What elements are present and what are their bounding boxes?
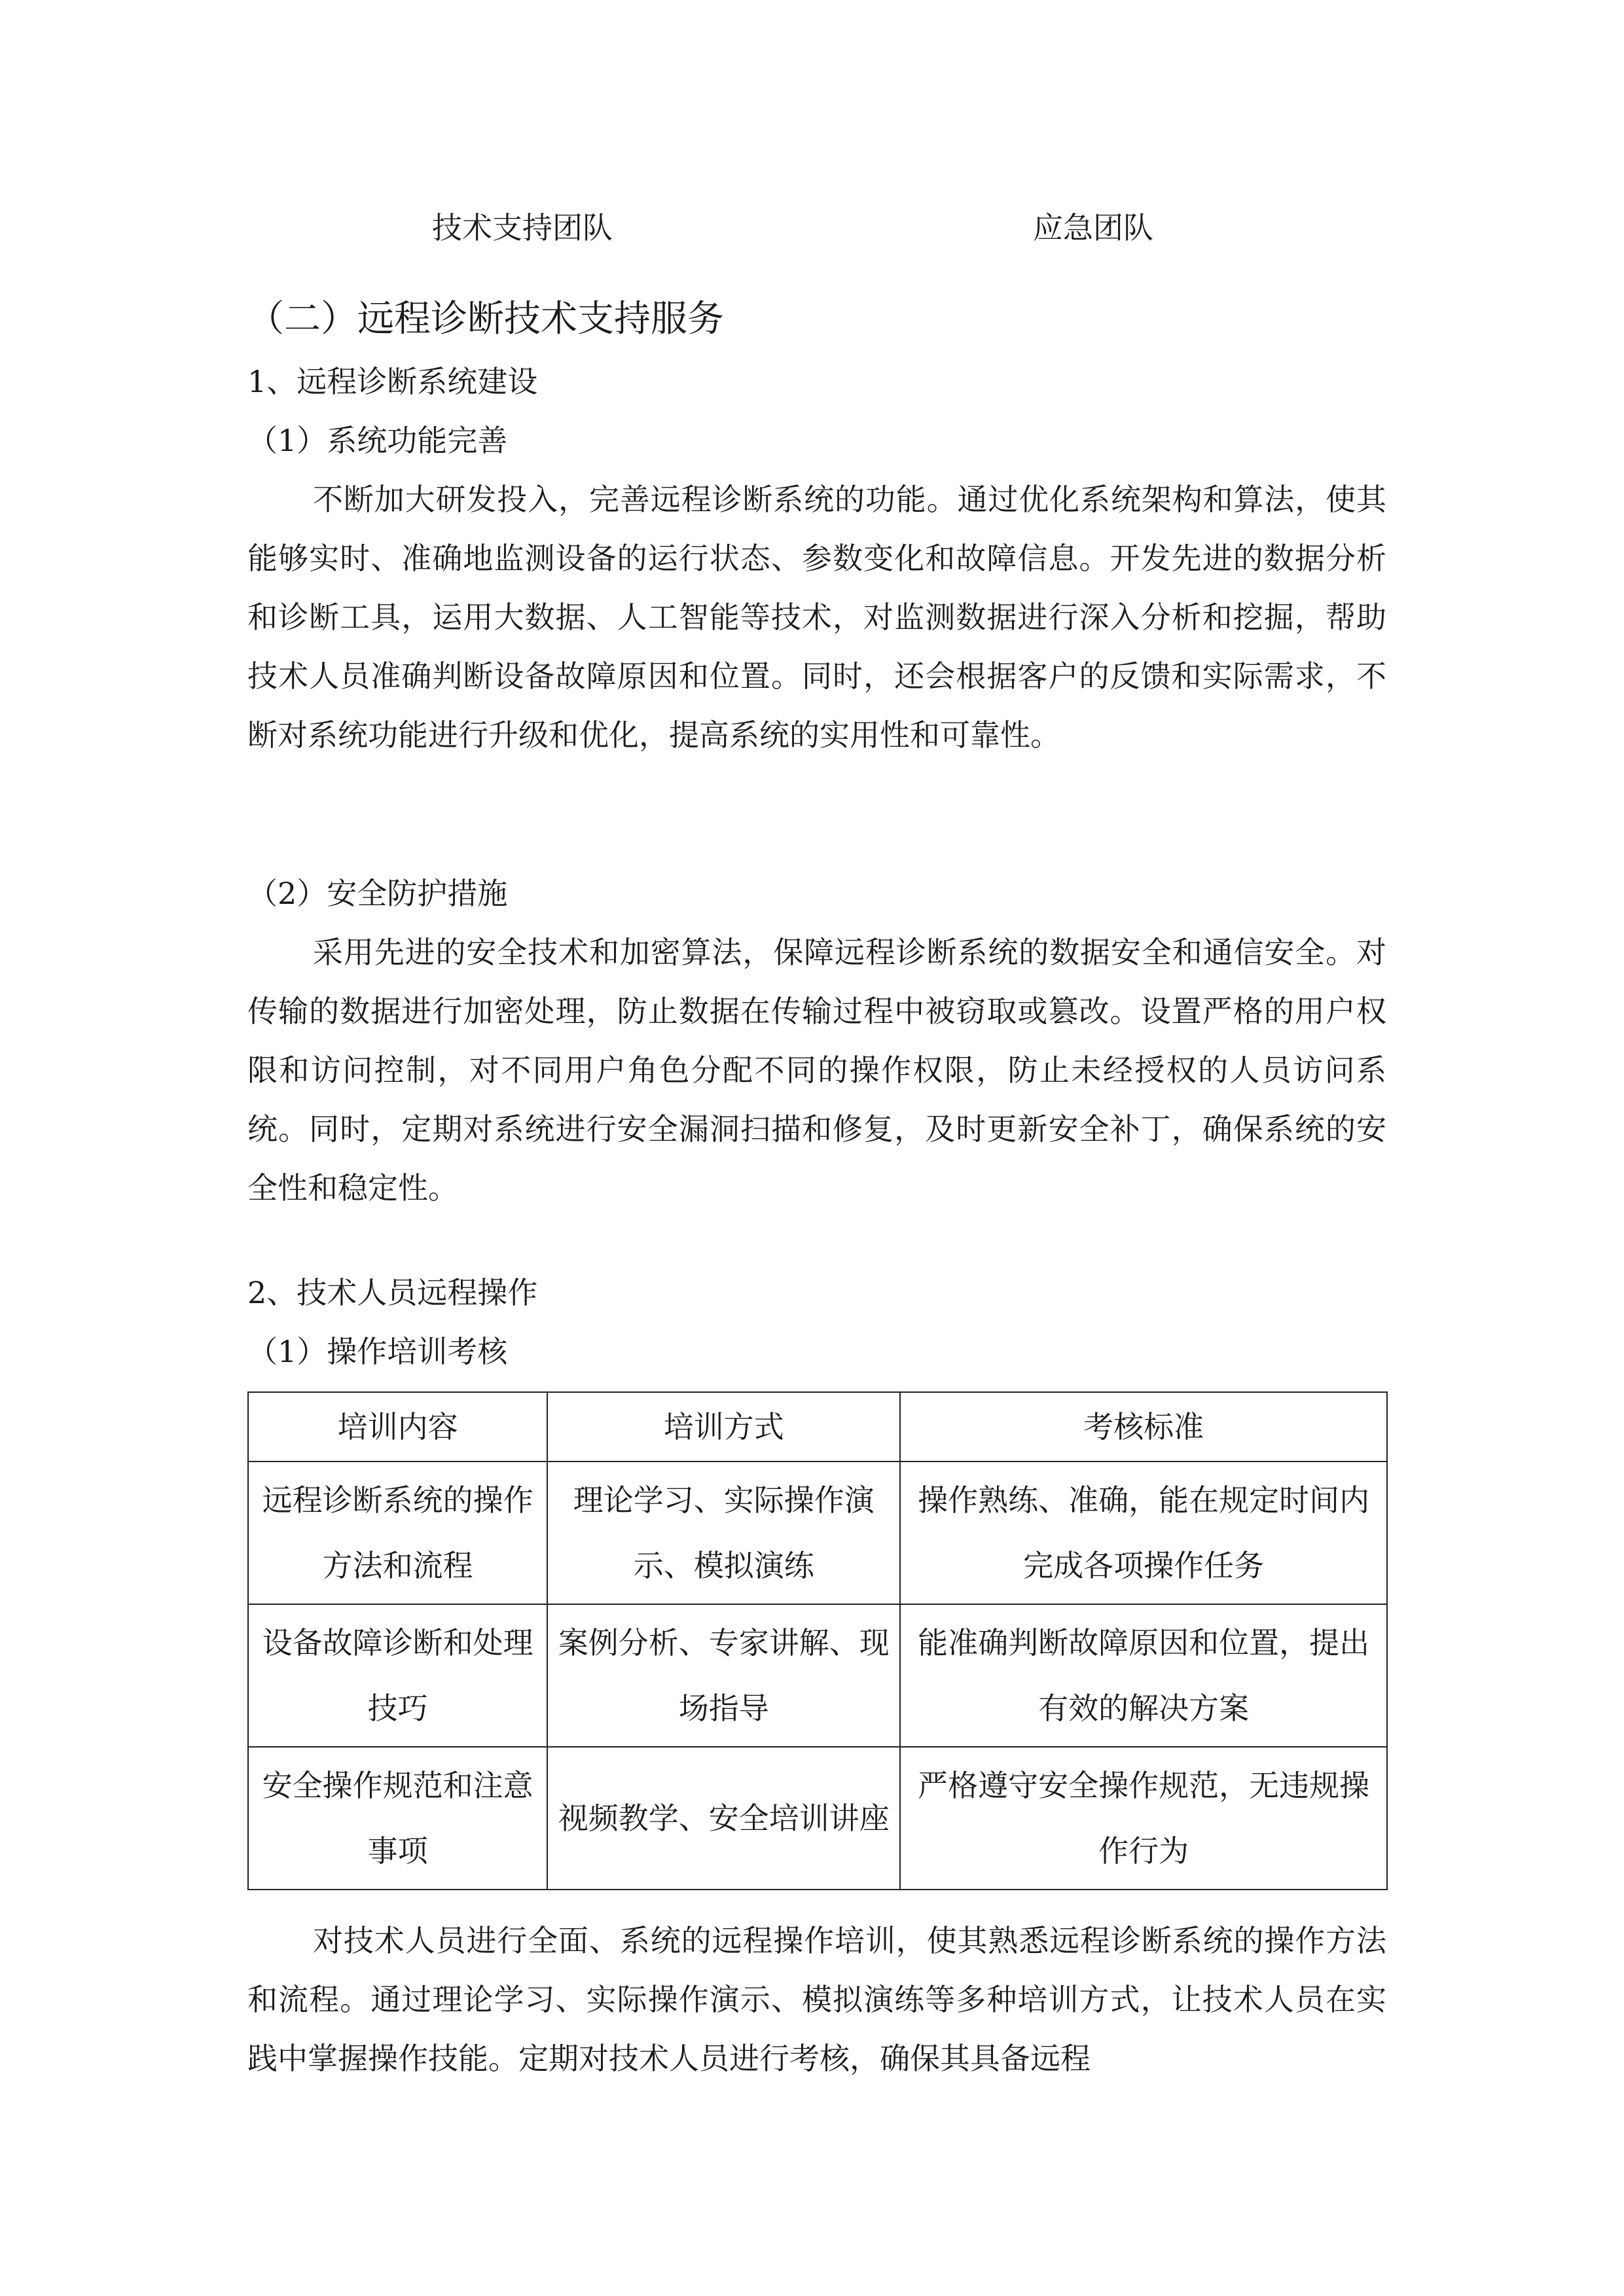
paragraph-training: 对技术人员进行全面、系统的远程操作培训，使其熟悉远程诊断系统的操作方法和流程。通过理论学习、实际操作演示、模拟演练等多种培训方式，让技术人员在实践中掌握操作技能。定期对技术人员进行考核，确保其具备远程: [247, 1923, 1386, 2076]
table-row: [248, 1747, 1387, 1890]
table-cell: 理论学习、实际操作演示、模拟演练: [547, 1462, 900, 1604]
table-header-content: 培训内容: [248, 1392, 547, 1462]
table-cell: 视频教学、安全培训讲座: [547, 1747, 900, 1890]
subheading-1-1: （1）系统功能完善: [247, 423, 508, 458]
team-label-tech-support: 技术支持团队: [432, 210, 613, 245]
table-cell: 安全操作规范和注意事项: [248, 1747, 547, 1890]
table-cell: 设备故障诊断和处理技巧: [248, 1604, 547, 1747]
subheading-2-1: （1）操作培训考核: [247, 1334, 508, 1369]
subheading-1: 1、远程诊断系统建设: [247, 364, 538, 399]
table-cell: 案例分析、专家讲解、现场指导: [547, 1604, 900, 1747]
table-cell: 远程诊断系统的操作方法和流程: [248, 1462, 547, 1604]
table-header-method: 培训方式: [547, 1392, 900, 1462]
table-header-row: [248, 1392, 1387, 1462]
table-cell: 操作熟练、准确，能在规定时间内完成各项操作任务: [900, 1462, 1387, 1604]
table-cell: 能准确判断故障原因和位置，提出有效的解决方案: [900, 1604, 1387, 1747]
table-header-standard: 考核标准: [900, 1392, 1387, 1462]
paragraph-system-function: 不断加大研发投入，完善远程诊断系统的功能。通过优化系统架构和算法，使其能够实时、准确地监测设备的运行状态、参数变化和故障信息。开发先进的数据分析和诊断工具，运用大数据、人工智能等技术，对监测数据进行深入分析和挖掘，帮助技术人员准确判断设备故障原因和位置。同时，还会根据客户的反馈和实际需求，不断对系统功能进行升级和优化，提高系统的实用性和可靠性。: [247, 482, 1386, 753]
paragraph-security-measures: 采用先进的安全技术和加密算法，保障远程诊断系统的数据安全和通信安全。对传输的数据进行加密处理，防止数据在传输过程中被窃取或篡改。设置严格的用户权限和访问控制，对不同用户角色分配不同的操作权限，防止未经授权的人员访问系统。同时，定期对系统进行安全漏洞扫描和修复，及时更新安全补丁，确保系统的安全性和稳定性。: [247, 935, 1386, 1206]
table-row: [248, 1604, 1387, 1747]
training-table: [247, 1391, 1388, 1890]
team-label-emergency: 应急团队: [1033, 210, 1153, 245]
table-row: [248, 1462, 1387, 1604]
section-title: （二）远程诊断技术支持服务: [247, 298, 724, 340]
table-cell: 严格遵守安全操作规范，无违规操作行为: [900, 1747, 1387, 1890]
subheading-2: 2、技术人员远程操作: [247, 1275, 538, 1310]
subheading-1-2: （2）安全防护措施: [247, 876, 508, 911]
